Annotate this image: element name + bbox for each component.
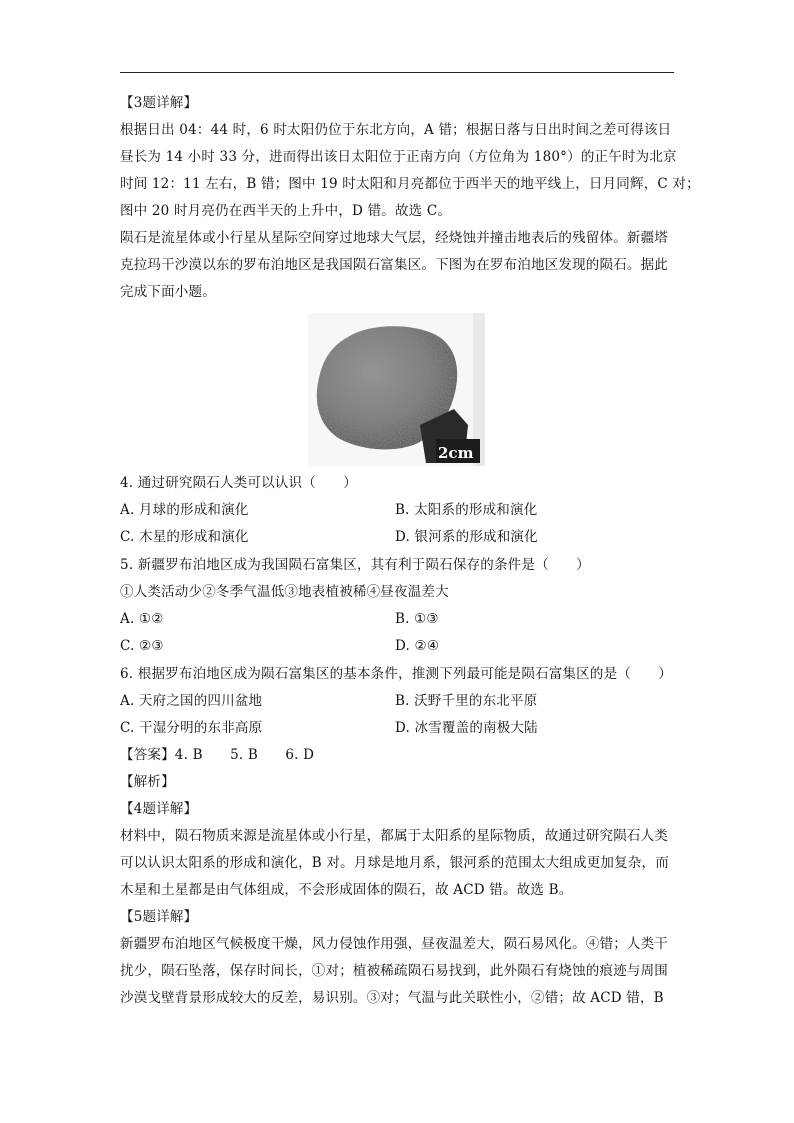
section-5-line-2: 扰少，陨石坠落，保存时间长，①对；植被稀疏陨石易找到，此外陨石有烧蚀的痕迹与周围 xyxy=(120,963,668,979)
meteorite-figure xyxy=(308,313,485,466)
q5-conditions: ①人类活动少②冬季气温低③地表植被稀④昼夜温差大 xyxy=(120,584,449,600)
section-3-line-1: 根据日出 04：44 时，6 时太阳仍位于东北方向，A 错；根据日落与日出时间之差可得该日 xyxy=(120,122,672,138)
q4-stem: 4. 通过研究陨石人类可以认识（ ） xyxy=(120,475,357,491)
intro-line-3: 完成下面小题。 xyxy=(120,284,216,300)
q6-option-d: D. 冰雪覆盖的南极大陆 xyxy=(395,720,538,736)
q6-option-c: C. 干湿分明的东非高原 xyxy=(120,720,263,736)
q5-option-d: D. ②④ xyxy=(395,638,440,654)
header-rule xyxy=(120,72,674,73)
section-5-line-3: 沙漠戈壁背景形成较大的反差，易识别。③对；气温与此关联性小，②错；故 ACD 错，B xyxy=(120,990,664,1006)
section-4-line-2: 可以认识太阳系的形成和演化，B 对。月球是地月系，银河系的范围太大组成更加复杂，而 xyxy=(120,855,669,871)
answer-line: 【答案】4. B 5. B 6. D xyxy=(120,747,315,763)
q4-option-c: C. 木星的形成和演化 xyxy=(120,529,249,545)
q4-option-d: D. 银河系的形成和演化 xyxy=(395,529,538,545)
q5-option-c: C. ②③ xyxy=(120,638,164,654)
section-4-line-3: 木星和土星都是由气体组成，不会形成固体的陨石，故 ACD 错。故选 B。 xyxy=(120,882,573,898)
q5-option-b: B. ①③ xyxy=(395,611,439,627)
q6-option-b: B. 沃野千里的东北平原 xyxy=(395,693,538,709)
q5-stem: 5. 新疆罗布泊地区成为我国陨石富集区，其有利于陨石保存的条件是（ ） xyxy=(120,557,590,573)
section-4-heading: 【4题详解】 xyxy=(120,801,198,817)
intro-line-2: 克拉玛干沙漠以东的罗布泊地区是我国陨石富集区。下图为在罗布泊地区发现的陨石。据此 xyxy=(120,257,668,273)
q6-option-a: A. 天府之国的四川盆地 xyxy=(120,693,263,709)
scale-label: 2cm xyxy=(438,444,474,462)
section-4-line-1: 材料中，陨石物质来源是流星体或小行星，都属于太阳系的星际物质，故通过研究陨石人类 xyxy=(120,828,668,844)
section-5-heading: 【5题详解】 xyxy=(120,909,198,925)
section-3-line-4: 图中 20 时月亮仍在西半天的上升中，D 错。故选 C。 xyxy=(120,203,452,219)
section-5-line-1: 新疆罗布泊地区气候极度干燥，风力侵蚀作用强，昼夜温差大，陨石易风化。④错；人类干 xyxy=(120,936,668,952)
section-3-line-2: 昼长为 14 小时 33 分，进而得出该日太阳位于正南方向（方位角为 180°）的正午时为北京 xyxy=(120,149,677,165)
section-3-line-3: 时间 12：11 左右，B 错；图中 19 时太阳和月亮都位于西半天的地平线上，日月同辉，C 对； xyxy=(120,176,700,192)
q6-stem: 6. 根据罗布泊地区成为陨石富集区的基本条件，推测下列最可能是陨石富集区的是（ ） xyxy=(120,666,673,682)
q4-option-a: A. 月球的形成和演化 xyxy=(120,502,249,518)
analysis-heading: 【解析】 xyxy=(120,774,175,790)
q4-option-b: B. 太阳系的形成和演化 xyxy=(395,502,538,518)
q5-option-a: A. ①② xyxy=(120,611,164,627)
intro-line-1: 陨石是流星体或小行星从星际空间穿过地球大气层，经烧蚀并撞击地表后的残留体。新疆塔 xyxy=(120,230,668,246)
section-3-heading: 【3题详解】 xyxy=(120,95,198,111)
